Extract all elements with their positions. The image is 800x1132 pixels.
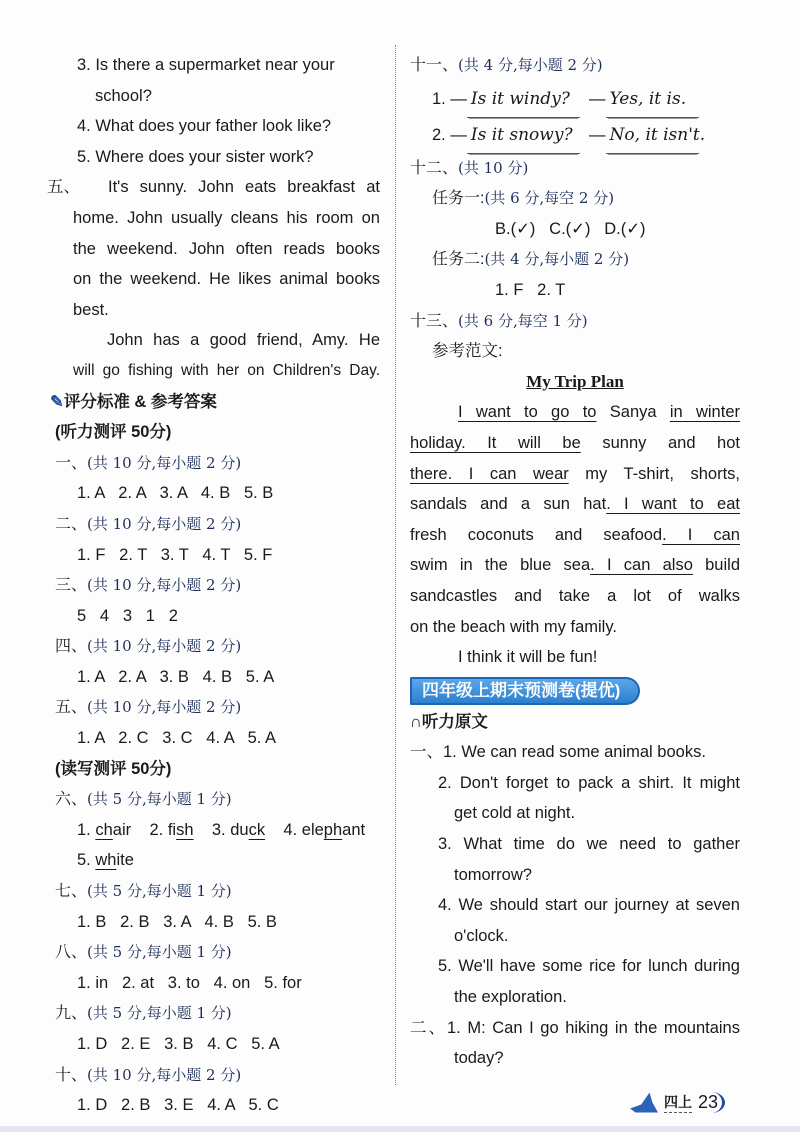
section-9-header <box>55 998 380 1029</box>
answer-word: 1. chair <box>77 820 132 839</box>
section-points: (共 10 分,每小题 2 分) <box>87 576 242 595</box>
task-1-header: 任务一:(共 6 分,每空 2 分) <box>432 189 615 208</box>
script-line: the exploration. <box>454 988 567 1007</box>
section-2-answers: 1. F 2. T 3. T 4. T 5. F <box>77 545 273 564</box>
section-5-header <box>55 692 380 723</box>
section-6-answers-cont <box>55 845 380 876</box>
banner-label: 四年级上期末预测卷(提优) <box>410 677 640 705</box>
section-10-header <box>55 1060 380 1091</box>
script-line: today? <box>454 1049 504 1068</box>
section-number: 四、 <box>55 638 88 656</box>
essay-title: My Trip Plan <box>526 371 624 391</box>
pencil-icon: ✎ <box>50 392 64 411</box>
section-number: 十三、 <box>410 312 459 330</box>
grade-label: 四上 <box>664 1092 692 1113</box>
script-line: tomorrow? <box>454 865 532 884</box>
right-column <box>410 50 740 1074</box>
column-divider <box>395 45 396 1085</box>
section-number: 八、 <box>55 944 88 962</box>
answer-word: 4. elephant <box>283 820 366 839</box>
passage-line: home. John usually cleans his room on <box>73 208 380 227</box>
section-7-header <box>55 876 380 907</box>
section-6-answers <box>55 815 380 846</box>
section-points: (共 5 分,每小题 1 分) <box>87 1004 232 1023</box>
section-8-answers: 1. in 2. at 3. to 4. on 5. for <box>77 973 302 992</box>
section-points: (共 5 分,每小题 1 分) <box>87 882 232 901</box>
headphones-icon: ∩ <box>410 712 422 731</box>
left-column <box>47 50 380 1121</box>
script-line: get cold at night. <box>454 804 576 823</box>
task-1-answers: B.(✓) C.(✓) D.(✓) <box>495 219 646 238</box>
section-3-header <box>55 570 380 601</box>
section-number: 九、 <box>55 1005 88 1023</box>
section-points: (共 10 分,每小题 2 分) <box>87 637 242 656</box>
page-footer <box>630 1092 725 1113</box>
script-line: 5. We'll have some rice for lunch during <box>438 957 740 976</box>
script-line: 3. What time do we need to gather <box>438 835 740 854</box>
section-9-answers: 1. D 2. E 3. B 4. C 5. A <box>77 1035 280 1053</box>
section-points: (共 10 分,每小题 2 分) <box>87 514 242 533</box>
section-points: (共 10 分) <box>458 158 529 177</box>
task-2-answers: 1. F 2. T <box>495 280 566 299</box>
section-11-header <box>410 50 740 81</box>
section-13-header <box>410 306 740 337</box>
passage-line: will go fishing with her on Children's Day. <box>73 361 380 379</box>
section-points: (共 4 分,每小题 2 分) <box>458 56 603 74</box>
script-line: 二、1. M: Can I go hiking in the mountains <box>410 1018 740 1037</box>
essay-line: I want to go to Sanya in winter <box>458 403 740 422</box>
section-12-header <box>410 153 740 184</box>
essay-line: swim in the blue sea. I can also build <box>410 556 740 575</box>
section-number: 十、 <box>55 1066 88 1084</box>
section-number: 五、 <box>47 178 80 197</box>
section-banner <box>410 673 740 707</box>
section-7-answers: 1. B 2. B 3. A 4. B 5. B <box>77 912 277 931</box>
section-number: 三、 <box>55 577 88 595</box>
answers-header-text: 评分标准 & 参考答案 <box>63 392 217 411</box>
question-3-cont: school? <box>95 86 152 105</box>
section-5-answers: 1. A 2. C 3. C 4. A 5. A <box>77 729 277 748</box>
section-number: 十二、 <box>410 159 459 177</box>
essay-line: sandals and a sun hat. I want to eat <box>410 495 740 514</box>
page-number: 23 <box>698 1092 725 1113</box>
section-8-header <box>55 937 380 968</box>
question-3: 3. Is there a supermarket near your <box>77 56 335 74</box>
section-points: (共 5 分,每小题 1 分) <box>87 943 232 962</box>
passage-text: It's sunny. John eats breakfast at <box>108 178 380 197</box>
section-number: 一、 <box>55 454 88 472</box>
section-number: 二、 <box>55 515 88 533</box>
section-number: 六、 <box>55 791 88 809</box>
question-4: 4. What does your father look like? <box>77 117 332 136</box>
answer-word: 3. duck <box>211 820 266 839</box>
answer-word: 2. fish <box>149 820 194 839</box>
section-6-header <box>55 784 380 815</box>
section-4-answers: 1. A 2. A 3. B 4. B 5. A <box>77 667 275 686</box>
reading-writing-header: (读写测评 50分) <box>55 759 172 778</box>
essay-line: there. I can wear my T-shirt, shorts, <box>410 464 740 483</box>
section-1-header <box>55 448 380 479</box>
section-2-header <box>55 509 380 540</box>
handwritten-answer: Yes, it is. <box>606 81 699 118</box>
essay-line: I think it will be fun! <box>458 648 598 667</box>
dialogue-answer: 1. — Is it windy? — Yes, it is. <box>410 81 740 117</box>
section-number: 五、 <box>55 699 88 717</box>
essay-line: sandcastles and take a lot of walks <box>410 586 740 605</box>
section-number: 十一、 <box>410 57 459 74</box>
handwritten-answer: Is it snowy? <box>467 117 580 154</box>
section-10-answers: 1. D 2. B 3. E 4. A 5. C <box>77 1096 279 1115</box>
essay-line: fresh coconuts and seafood. I can <box>410 525 740 544</box>
passage-line <box>47 172 380 203</box>
bird-logo-icon <box>630 1093 658 1113</box>
script-line: 一、1. We can read some animal books. <box>410 743 706 762</box>
section-points: (共 10 分,每小题 2 分) <box>87 698 242 717</box>
passage-line: best. <box>73 300 109 319</box>
script-line: 4. We should start our journey at seven <box>438 896 740 915</box>
listening-header: (听力测评 50分) <box>55 423 172 442</box>
section-number: 七、 <box>55 883 88 901</box>
passage-line: on the weekend. He likes animal books <box>73 270 380 289</box>
section-4-header <box>55 631 380 662</box>
section-points: (共 10 分,每小题 2 分) <box>87 1065 242 1084</box>
section-points: (共 5 分,每小题 1 分) <box>87 790 232 809</box>
task-2-header: 任务二:(共 4 分,每小题 2 分) <box>432 250 630 269</box>
section-1-answers: 1. A 2. A 3. A 4. B 5. B <box>77 484 274 503</box>
section-points: (共 10 分,每小题 2 分) <box>87 453 242 472</box>
listening-script-header: ∩听力原文 <box>410 712 488 731</box>
dialogue-answer: 2. — Is it snowy? — No, it isn't. <box>410 117 740 153</box>
handwritten-answer: No, it isn't. <box>606 117 699 154</box>
bottom-edge <box>0 1126 800 1132</box>
answers-header <box>50 387 380 418</box>
script-line: 2. Don't forget to pack a shirt. It might <box>438 773 740 792</box>
handwritten-answer: Is it windy? <box>467 81 580 118</box>
script-line: o'clock. <box>454 926 509 945</box>
answer-word: 5. white <box>77 851 134 870</box>
section-points: (共 6 分,每空 1 分) <box>458 311 588 330</box>
passage-line: John has a good friend, Amy. He <box>107 331 380 350</box>
question-5: 5. Where does your sister work? <box>77 147 314 166</box>
passage-line: the weekend. John often reads books <box>73 239 380 258</box>
reference-essay-label: 参考范文: <box>432 342 503 361</box>
section-3-answers: 5 4 3 1 2 <box>77 606 178 625</box>
essay-line: on the beach with my family. <box>410 617 617 636</box>
essay-line: holiday. It will be sunny and hot <box>410 433 740 452</box>
